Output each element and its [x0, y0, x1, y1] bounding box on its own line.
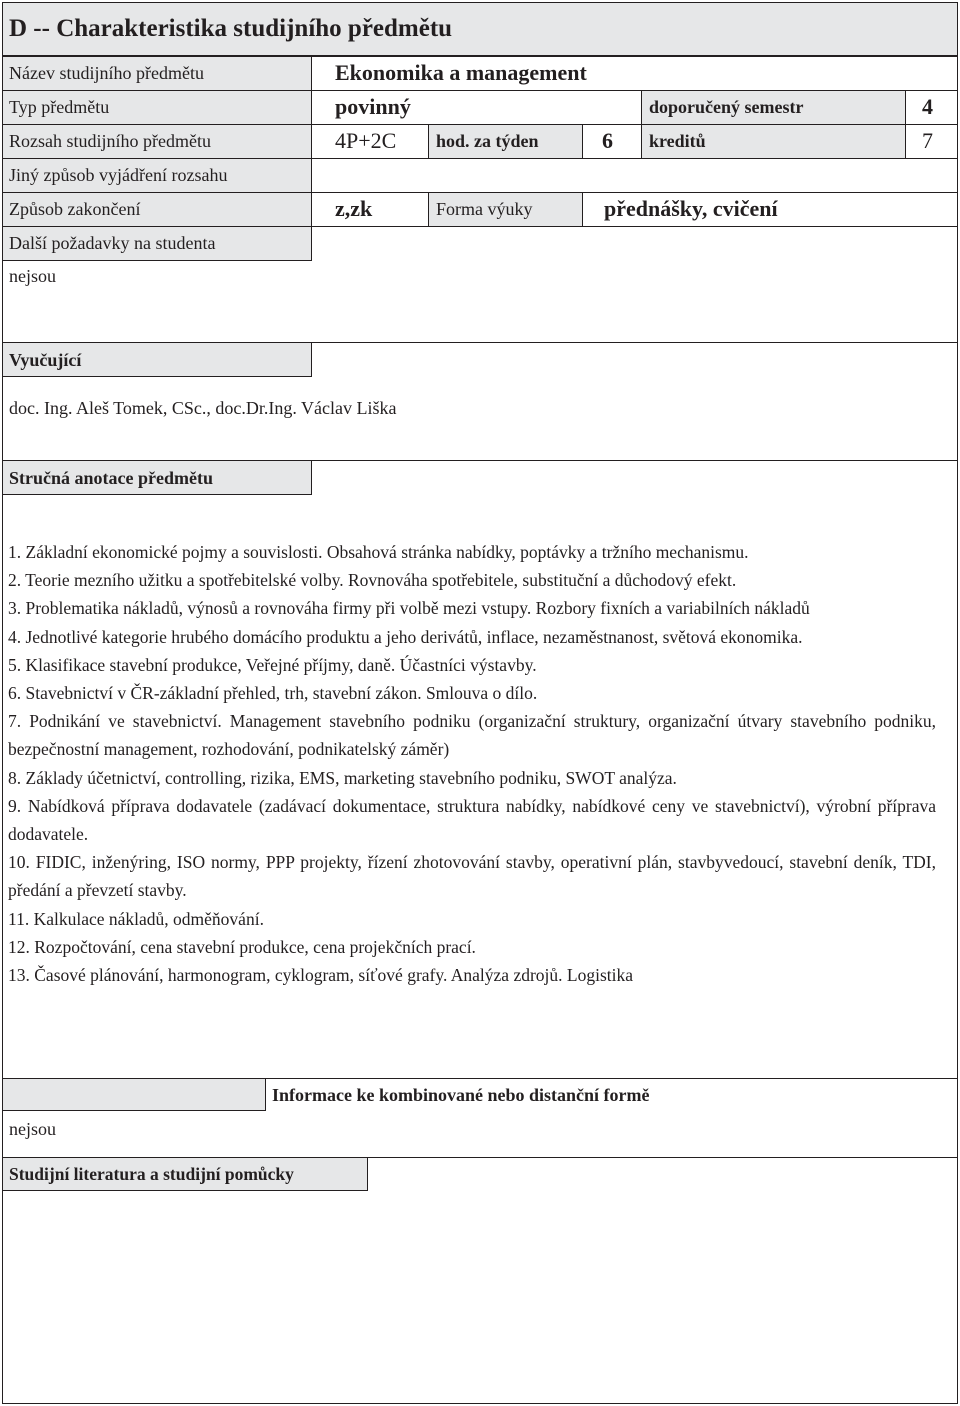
requirements-divider	[311, 226, 958, 227]
scope-value: 4P+2C	[335, 128, 397, 153]
annotation-item: 13. Časové plánování, harmonogram, cyklogram, síťové grafy. Analýza zdrojů. Logistika	[8, 965, 634, 986]
type-label: Typ předmětu	[9, 97, 110, 117]
annotation-item: 1. Základní ekonomické pojmy a souvislosti. Obsahová stránka nabídky, poptávky a tržního mechanismu.	[8, 542, 749, 562]
distance-label: Informace ke kombinované nebo distanční formě	[272, 1085, 650, 1105]
distance-top-line	[2, 1078, 958, 1079]
course-name-label: Název studijního předmětu	[9, 63, 204, 83]
annotation-item: 6. Stavebnictví v ČR-základní přehled, trh, stavební zákon. Smlouva o dílo.	[8, 683, 538, 704]
distance-value: nejsou	[9, 1119, 56, 1139]
other-scope-label: Jiný způsob vyjádření rozsahu	[9, 165, 228, 185]
completion-label: Způsob zakončení	[9, 199, 141, 219]
literature-top-line	[2, 1157, 958, 1158]
teachers-value: doc. Ing. Aleš Tomek, CSc., doc.Dr.Ing. Václav Liška	[9, 398, 397, 418]
scope-label: Rozsah studijního předmětu	[9, 131, 211, 151]
hours-value: 6	[602, 128, 613, 153]
annotation-item: 3. Problematika nákladů, výnosů a rovnováha firmy při volbě mezi vstupy. Rozbory fixních a variabilních nákladů	[8, 598, 810, 619]
semester-value: 4	[922, 94, 933, 119]
form-title: D -- Charakteristika studijního předmětu	[9, 15, 453, 42]
annotation-item: 9. Nabídková příprava dodavatele (zadávací dokumentace, struktura nabídky, nabídkové ceny ve stavebnictví), výrobní příprava dodavatele.	[8, 795, 936, 845]
credits-value: 7	[922, 128, 933, 153]
course-name-value: Ekonomika a management	[335, 60, 587, 85]
annotation-item: 11. Kalkulace nákladů, odměňování.	[8, 908, 264, 929]
type-value: povinný	[335, 94, 411, 119]
semester-label: doporučený semestr	[649, 97, 804, 117]
annotation-item: 2. Teorie mezního užitku a spotřebitelské volby. Rovnováha spotřebitele, substituční a důchodový efekt.	[8, 570, 737, 591]
requirements-label: Další požadavky na studenta	[9, 233, 216, 253]
hours-label: hod. za týden	[436, 131, 539, 151]
annotation-label: Stručná anotace předmětu	[9, 468, 213, 488]
teachers-label: Vyučující	[9, 350, 82, 370]
annotation-item: 12. Rozpočtování, cena stavební produkce, cena projekčních prací.	[8, 936, 476, 957]
annotation-item: 4. Jednotlivé kategorie hrubého domácího produktu a jeho derivátů, inflace, nezaměstnanost, světová ekonomika.	[8, 626, 803, 647]
annotation-item: 10. FIDIC, inženýring, ISO normy, PPP projekty, řízení zhotovování stavby, operativní plán, stavbyvedoucí, stavební deník, TDI, předání a převzetí stavby.	[8, 852, 936, 901]
distance-label-cell-left	[2, 1078, 266, 1111]
other-scope-cell	[311, 158, 958, 193]
requirements-value: nejsou	[9, 266, 56, 286]
annotation-item: 7. Podnikání ve stavebnictví. Management stavebního podniku (organizační struktury, organizační útvary stavebního podniku, bezpečnostní management, rozhodování, podnikatelský záměr)	[8, 711, 936, 760]
literature-label: Studijní literatura a studijní pomůcky	[9, 1164, 294, 1184]
teaching-form-label: Forma výuky	[436, 199, 533, 219]
annotation-item: 5. Klasifikace stavební produkce, Veřejné příjmy, daně. Účastníci výstavby.	[8, 654, 537, 675]
completion-value: z,zk	[335, 196, 373, 221]
annotation-item: 8. Základy účetnictví, controlling, rizika, EMS, marketing stavebního podniku, SWOT analýza.	[8, 767, 677, 788]
teaching-form-value: přednášky, cvičení	[604, 196, 778, 221]
credits-label: kreditů	[649, 131, 706, 151]
annotation-list	[8, 538, 936, 989]
